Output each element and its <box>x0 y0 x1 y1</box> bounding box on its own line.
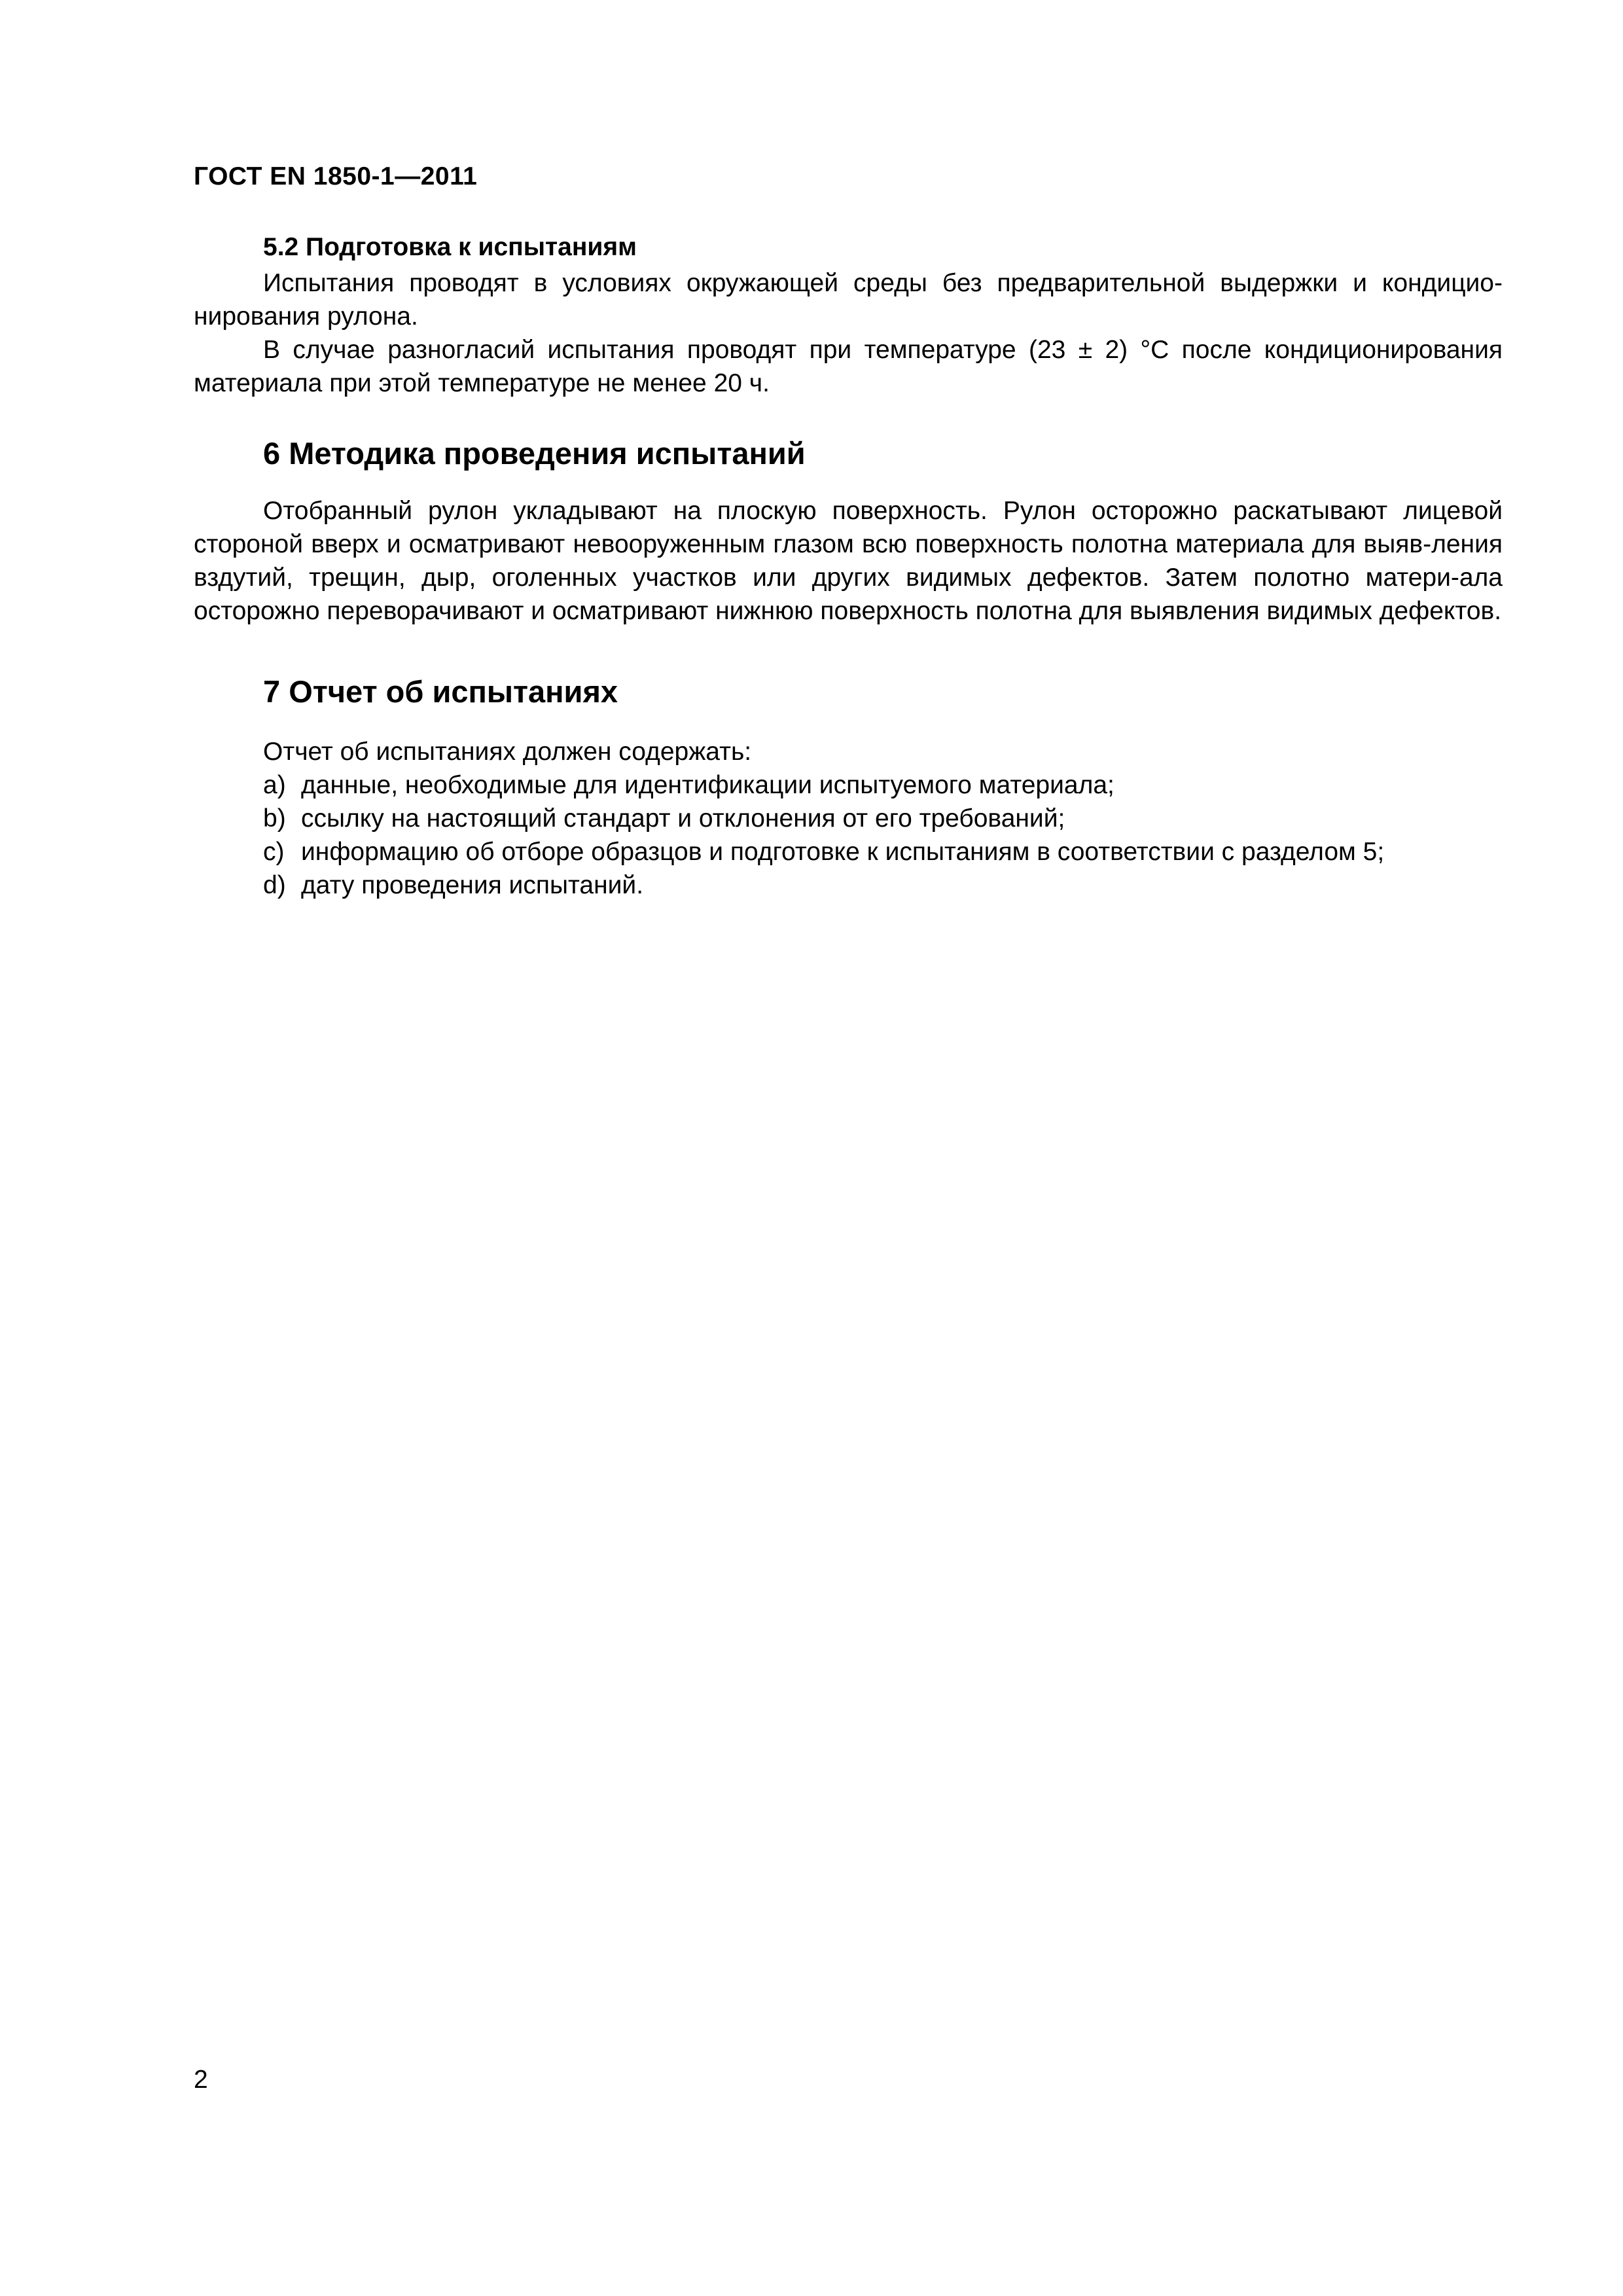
list-item-marker: d) <box>263 871 286 899</box>
list-item <box>194 835 1503 869</box>
section-7-title: 7 Отчет об испытаниях <box>263 674 618 709</box>
subsection-5-2-paragraph-2: В случае разногласий испытания проводят при температуре (23 ± 2) °С после кондиционирования материала при этой температуре не менее 20 ч. <box>194 336 1503 397</box>
list-item <box>194 869 1503 902</box>
list-item-marker: a) <box>263 771 286 799</box>
list-item <box>194 802 1503 835</box>
list-item-marker: b) <box>263 804 286 833</box>
document-code-header: ГОСТ EN 1850-1—2011 <box>194 162 478 190</box>
section-7-intro: Отчет об испытаниях должен содержать: <box>263 738 752 766</box>
page-number: 2 <box>194 2066 208 2094</box>
subsection-5-2-paragraph-1: Испытания проводят в условиях окружающей среды без предварительной выдержки и кондицио-нирования рулона. <box>194 269 1503 331</box>
report-requirements-list <box>194 768 1503 902</box>
document-body <box>194 230 1503 902</box>
list-item-text: ссылку на настоящий стандарт и отклонения от его требований; <box>301 804 1065 833</box>
section-6-title: 6 Методика проведения испытаний <box>263 436 806 471</box>
section-6-paragraph: Отобранный рулон укладывают на плоскую поверхность. Рулон осторожно раскатывают лицевой стороной вверх и осматривают невооруженным глазом всю поверхность полотна материала для выяв-ления вздутий, трещин, дыр, оголенных участков или других видимых дефектов. Затем полотно матери-ала осторожно переворачивают и осматривают нижнюю поверхность полотна для выявления видимых дефектов. <box>194 497 1503 625</box>
subsection-5-2-title: 5.2 Подготовка к испытаниям <box>263 233 637 261</box>
list-item-text: дату проведения испытаний. <box>301 871 644 899</box>
list-item-text: данные, необходимые для идентификации испытуемого материала; <box>301 771 1115 799</box>
list-item-marker: c) <box>263 838 285 866</box>
list-item <box>194 768 1503 802</box>
list-item-text: информацию об отборе образцов и подготовке к испытаниям в соответствии с разделом 5; <box>301 838 1385 866</box>
